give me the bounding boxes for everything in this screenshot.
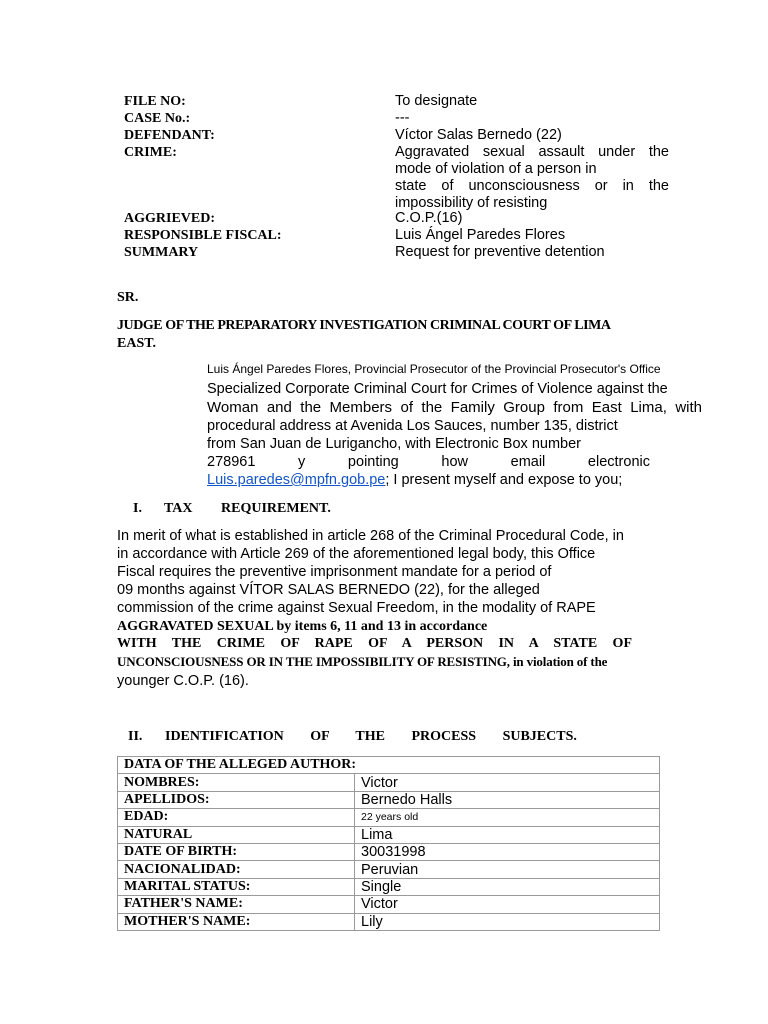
- header-row-aggrieved: [124, 210, 684, 227]
- header-value: [395, 144, 669, 212]
- table-label-cell: DATE OF BIRTH:: [118, 843, 355, 860]
- header-value: [395, 110, 669, 127]
- table-value-cell: Bernedo Halls: [355, 791, 660, 808]
- body-line: Fiscal requires the preventive imprisonment mandate for a period of: [117, 564, 552, 580]
- header-label: RESPONSIBLE FISCAL:: [124, 228, 282, 243]
- table-label-cell: MARITAL STATUS:: [118, 878, 355, 895]
- header-label: CASE No.:: [124, 111, 191, 126]
- table-row: [118, 878, 660, 895]
- table-row: [118, 843, 660, 860]
- table-label-cell: NOMBRES:: [118, 774, 355, 791]
- body-line: in accordance with Article 269 of the aforementioned legal body, this Office: [117, 546, 596, 562]
- intro-line-rest: ; I present myself and expose to you;: [385, 472, 623, 488]
- intro-line: 278961 y pointing how email electronic: [207, 454, 650, 470]
- header-value-line: To designate: [395, 93, 478, 109]
- table-row: [118, 913, 660, 930]
- table-label-cell: NACIONALIDAD:: [118, 861, 355, 878]
- table-row: [118, 826, 660, 843]
- alleged-author-table: [117, 756, 660, 931]
- header-label: FILE NO:: [124, 94, 186, 109]
- header-row-responsible-fiscal: [124, 227, 684, 244]
- body-line: younger C.O.P. (16).: [117, 673, 249, 689]
- header-label: SUMMARY: [124, 245, 199, 260]
- intro-line-email: [207, 471, 622, 489]
- addressee-line: EAST.: [117, 336, 157, 351]
- table-label-cell: EDAD:: [118, 809, 355, 826]
- table-label-cell: NATURAL: [118, 826, 355, 843]
- header-value-line: Aggravated sexual assault under the: [395, 144, 669, 160]
- table-value-cell: Victor: [355, 896, 660, 913]
- table-row: [118, 809, 660, 826]
- intro-line: Luis Ángel Paredes Flores, Provincial Prosecutor of the Provincial Prosecutor's Office: [207, 362, 661, 376]
- header-value-line: impossibility of resisting: [395, 195, 548, 211]
- table-row: [118, 896, 660, 913]
- intro-line: from San Juan de Lurigancho, with Electronic Box number: [207, 436, 581, 452]
- intro-line: Woman and the Members of the Family Group from East Lima, with: [207, 399, 702, 416]
- header-label: DEFENDANT:: [124, 128, 215, 143]
- header-value-line: Víctor Salas Bernedo (22): [395, 127, 562, 143]
- header-value-line: ---: [395, 110, 410, 126]
- header-row-case-no: [124, 110, 684, 127]
- table-header-row: [118, 757, 660, 774]
- header-row-file-no: [124, 93, 684, 110]
- header-value: [395, 244, 669, 261]
- section-title: TAX REQUIREMENT.: [164, 501, 331, 516]
- email-link[interactable]: Luis.paredes@mpfn.gob.pe: [207, 472, 386, 488]
- section-numeral: I.: [133, 501, 142, 516]
- body-line: commission of the crime against Sexual Freedom, in the modality of RAPE: [117, 600, 596, 616]
- body-line: In merit of what is established in article 268 of the Criminal Procedural Code, in: [117, 528, 624, 544]
- header-value-line: Luis Ángel Paredes Flores: [395, 227, 566, 243]
- header-label: AGGRIEVED:: [124, 211, 216, 226]
- header-row-defendant: [124, 127, 684, 144]
- header-value: [395, 227, 669, 244]
- addressee-line: JUDGE OF THE PREPARATORY INVESTIGATION CRIMINAL COURT OF LIMA: [117, 318, 611, 333]
- body-bold-line: AGGRAVATED SEXUAL by items 6, 11 and 13 in accordance: [117, 619, 488, 634]
- table-value-cell: Single: [355, 878, 660, 895]
- table-value-cell: Peruvian: [355, 861, 660, 878]
- header-row-crime: [124, 144, 684, 212]
- header-value: [395, 127, 669, 144]
- table-label-cell: APELLIDOS:: [118, 791, 355, 808]
- table-label-cell: MOTHER'S NAME:: [118, 913, 355, 930]
- body-line: 09 months against VÍTOR SALAS BERNEDO (22), for the alleged: [117, 582, 540, 598]
- body-bold-line: WITH THE CRIME OF RAPE OF A PERSON IN A STATE OF: [117, 636, 632, 651]
- header-value-line: state of unconsciousness or in the: [395, 178, 669, 194]
- header-label: CRIME:: [124, 145, 177, 160]
- intro-line: Specialized Corporate Criminal Court for Crimes of Violence against the: [207, 381, 668, 397]
- table-row: [118, 774, 660, 791]
- table-header-cell: DATA OF THE ALLEGED AUTHOR:: [118, 757, 660, 774]
- header-value-line: C.O.P.(16): [395, 210, 463, 226]
- table-value-cell: 22 years old: [355, 809, 660, 826]
- header-value-line: Request for preventive detention: [395, 244, 605, 260]
- section-numeral: II.: [128, 729, 143, 744]
- section-title: IDENTIFICATION OF THE PROCESS SUBJECTS.: [165, 729, 577, 744]
- table-row: [118, 791, 660, 808]
- intro-line: procedural address at Avenida Los Sauces, number 135, district: [207, 418, 618, 434]
- header-value: [395, 210, 669, 227]
- table-row: [118, 861, 660, 878]
- table-value-cell: Lima: [355, 826, 660, 843]
- header-value: [395, 93, 669, 110]
- table-value-cell: 30031998: [355, 843, 660, 860]
- table-label-cell: FATHER'S NAME:: [118, 896, 355, 913]
- body-bold-line: UNCONSCIOUSNESS OR IN THE IMPOSSIBILITY OF RESISTING, in violation of the: [117, 654, 608, 669]
- header-row-summary: [124, 244, 684, 261]
- header-value-line: mode of violation of a person in: [395, 161, 597, 177]
- salutation: SR.: [117, 290, 139, 305]
- table-value-cell: Victor: [355, 774, 660, 791]
- table-value-cell: Lily: [355, 913, 660, 930]
